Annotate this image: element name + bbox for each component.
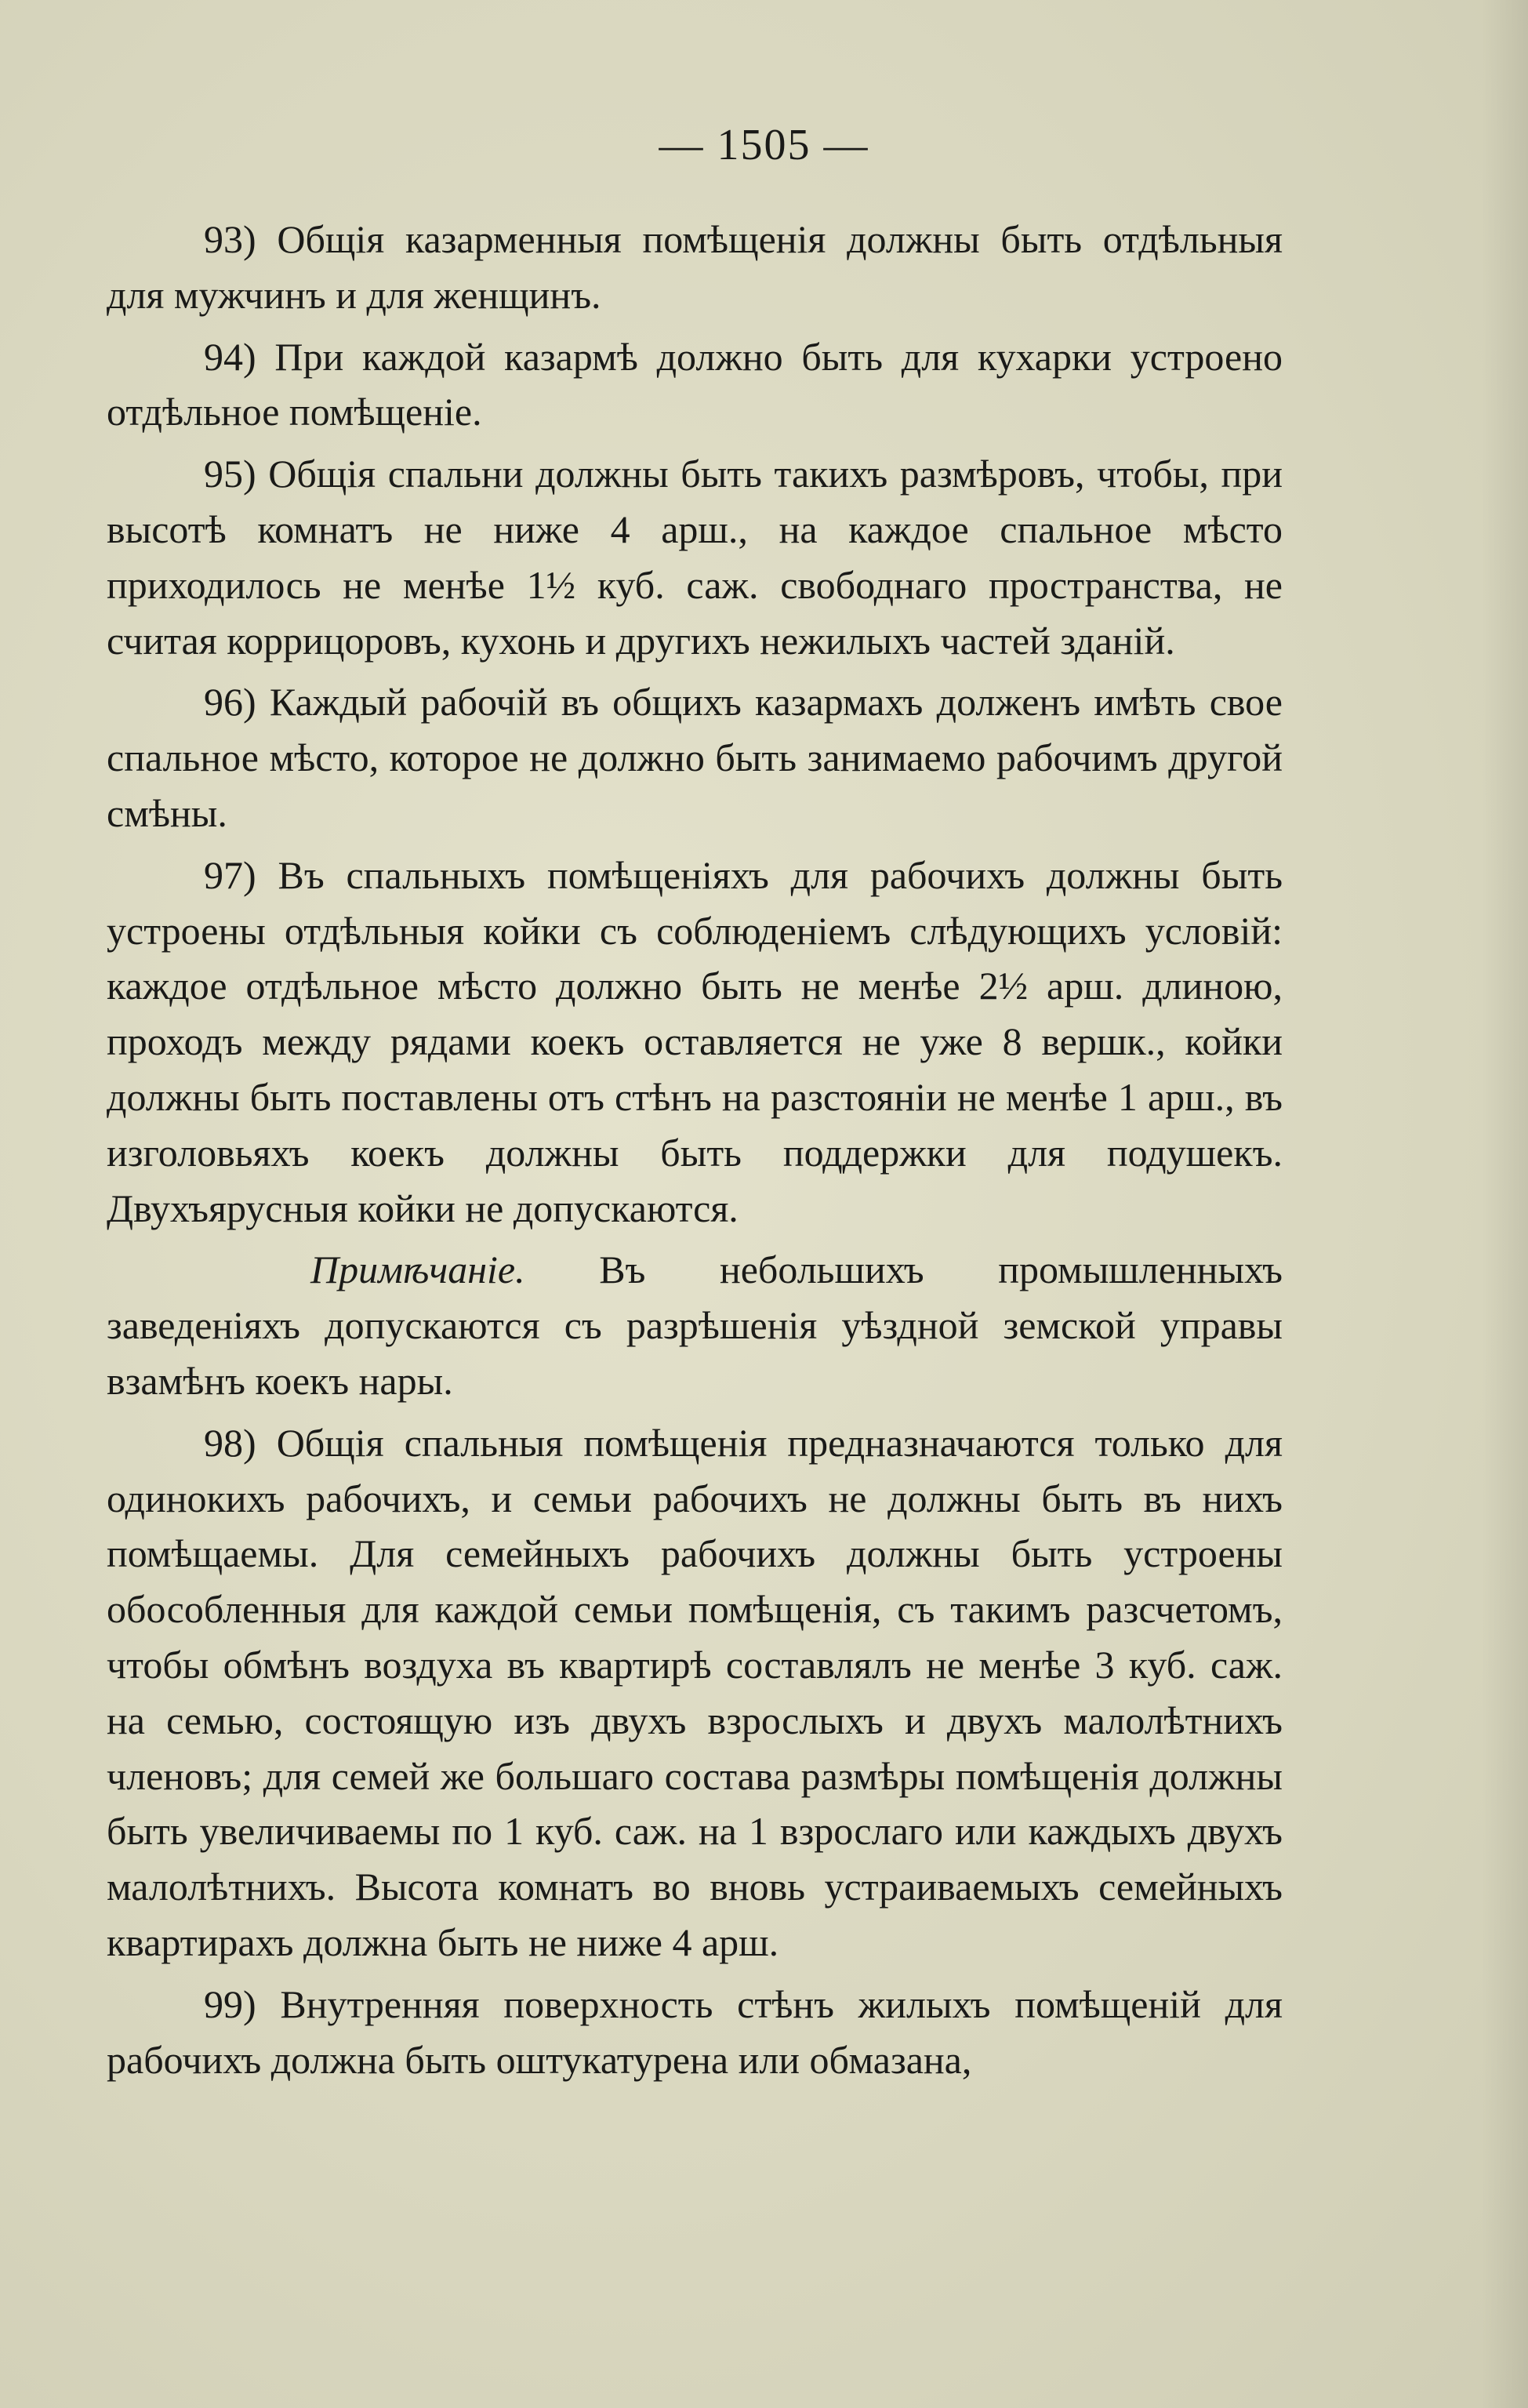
paragraph-93: 93) Общія казарменныя помѣщенія должны быть отдѣльныя для мужчинъ и для женщинъ. bbox=[107, 217, 1283, 317]
note-label: Примѣчаніе. bbox=[310, 1248, 525, 1292]
note-text: Въ небольшихъ промышленныхъ заведеніяхъ допускаются съ разрѣшенія уѣздной земской управы взамѣнъ коекъ нары. bbox=[107, 1248, 1283, 1403]
paragraph-94: 94) При каждой казармѣ должно быть для кухарки устроено отдѣльное помѣщеніе. bbox=[107, 334, 1283, 434]
paragraph-95: 95) Общія спальни должны быть такихъ размѣровъ, чтобы, при высотѣ комнатъ не ниже 4 арш., на каждое спальное мѣсто приходилось не менѣе 1½ куб. саж. свободнаго пространства, не считая коррицоровъ, кухонь и другихъ нежилыхъ частей зданій. bbox=[107, 452, 1283, 663]
paragraph-99: 99) Внутренняя поверхность стѣнъ жилыхъ помѣщеній для рабочихъ должна быть оштукатурена или обмазана, bbox=[107, 1981, 1283, 2082]
note-paragraph bbox=[107, 1242, 1283, 1408]
page-number: — 1505 — bbox=[659, 121, 869, 169]
text-body bbox=[107, 212, 1283, 2094]
paragraph-98: 98) Общія спальныя помѣщенія предназначаются только для одинокихъ рабочихъ, и семьи рабочихъ не должны быть въ нихъ помѣщаемы. Для семейныхъ рабочихъ должны быть устроены обособленныя для каждой семьи помѣщенія, съ такимъ разсчетомъ, чтобы обмѣнъ воздуха въ квартирѣ составлялъ не менѣе 3 куб. саж. на семью, состоящую изъ двухъ взрослыхъ и двухъ малолѣтнихъ членовъ; для семей же большаго состава размѣры помѣщенія должны быть увеличиваемы по 1 куб. саж. на 1 взрослаго или каждыхъ двухъ малолѣтнихъ. Высота комнатъ во вновь устраиваемыхъ семейныхъ квартирахъ должна быть не ниже 4 арш. bbox=[107, 1420, 1283, 1964]
paragraph-97: 97) Въ спальныхъ помѣщеніяхъ для рабочихъ должны быть устроены отдѣльныя койки съ соблюденіемъ слѣдующихъ условій: каждое отдѣльное мѣсто должно быть не менѣе 2½ арш. длиною, проходъ между рядами коекъ оставляется не уже 8 вершк., койки должны быть поставлены отъ стѣнъ на разстояніи не менѣе 1 арш., въ изголовьяхъ коекъ должны быть поддержки для подушекъ. Двухъярусныя койки не допускаются. bbox=[107, 852, 1283, 1230]
page-edge-shadow bbox=[1481, 0, 1528, 2408]
paragraph-96: 96) Каждый рабочій въ общихъ казармахъ долженъ имѣть свое спальное мѣсто, которое не должно быть занимаемо рабочимъ другой смѣны. bbox=[107, 680, 1283, 835]
